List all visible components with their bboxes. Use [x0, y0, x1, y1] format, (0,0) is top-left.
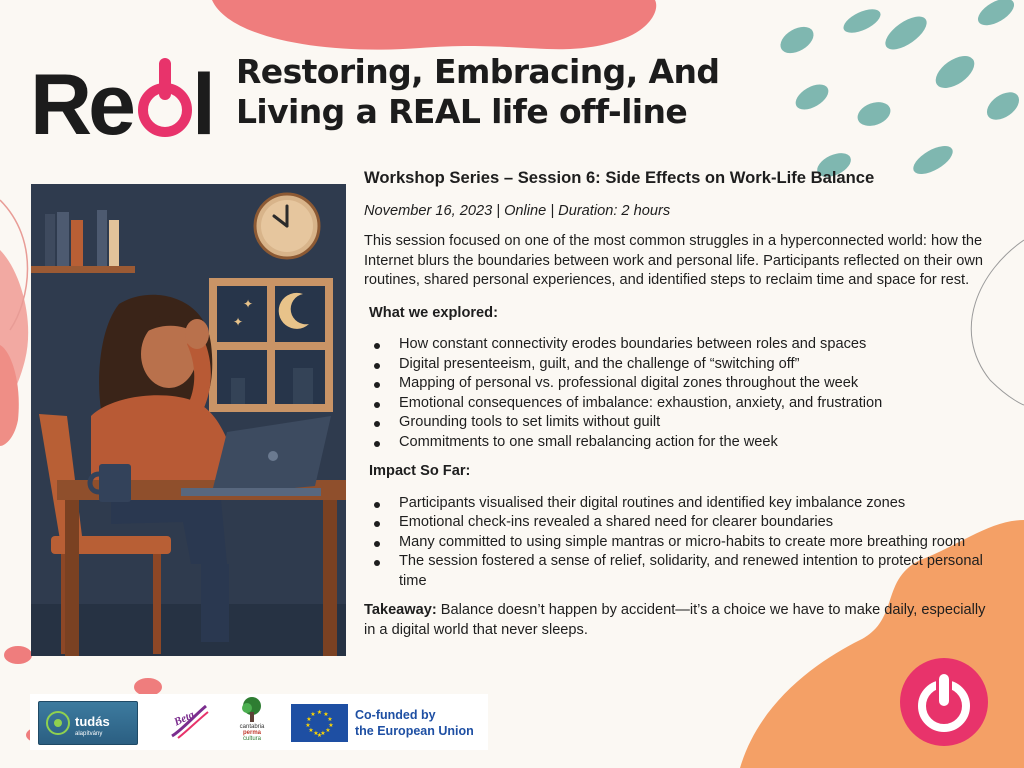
pink-dot-1: [4, 646, 32, 664]
eu-line-1: Co-funded by: [355, 708, 436, 722]
title-line-1: Restoring, Embracing, And: [236, 52, 720, 91]
session-meta: November 16, 2023 | Online | Duration: 2 hours: [364, 202, 671, 219]
svg-text:★: ★: [325, 727, 331, 734]
beta-logo: [168, 700, 210, 742]
svg-text:★: ★: [308, 727, 314, 734]
tudas-icon: [43, 708, 73, 738]
list-item: How constant connectivity erodes boundaries between roles and spaces: [364, 335, 986, 355]
bullet-icon: [374, 402, 380, 408]
svg-text:★: ★: [316, 732, 323, 739]
list-item: Commitments to one small rebalancing action for the week: [364, 433, 986, 453]
bullet-icon: [374, 502, 380, 508]
logo-text-dark: Re: [30, 57, 132, 146]
star-icon: ✦: [243, 297, 254, 311]
takeaway: [364, 601, 986, 640]
svg-text:★: ★: [316, 709, 323, 716]
logo-text-l: l: [192, 57, 216, 146]
tudas-logo: [38, 701, 138, 745]
illustration-overwhelmed-worker: [31, 184, 346, 656]
bullet-icon: [374, 541, 380, 547]
svg-text:★: ★: [323, 711, 329, 718]
bullet-icon: [374, 343, 380, 349]
bullet-icon: [374, 363, 380, 369]
real-logo: [30, 46, 220, 146]
bullet-icon: [374, 521, 380, 527]
impact-heading: Impact So Far:: [369, 463, 471, 479]
svg-text:★: ★: [328, 722, 334, 729]
list-item: Emotional consequences of imbalance: exhaustion, anxiety, and frustration: [364, 394, 986, 414]
list-item: Digital presenteeism, guilt, and the challenge of “switching off”: [364, 355, 986, 375]
title-line-2: Living a REAL life off-line: [236, 92, 688, 131]
tudas-name: tudás: [75, 714, 110, 729]
session-summary: This session focused on one of the most common struggles in a hyperconnected world: how the Internet blurs the boundaries between work and personal life. Participants reflected on their own routines, shared personal experiences, and identified steps to reclaim time and space for rest.: [364, 233, 983, 288]
perma-line-2: perma: [242, 730, 261, 736]
clock-icon: [255, 194, 319, 258]
beta-name: Beta: [172, 708, 197, 729]
svg-text:★: ★: [313, 730, 319, 737]
svg-text:★: ★: [320, 730, 326, 737]
tree-icon: [238, 696, 266, 722]
session-content: [364, 168, 986, 640]
bullet-icon: [374, 421, 380, 427]
eu-flag-icon: [291, 704, 348, 742]
svg-text:★: ★: [310, 711, 316, 718]
bullet-icon: [374, 560, 380, 566]
takeaway-label: Takeaway:: [364, 602, 437, 618]
list-item: Emotional check-ins revealed a shared need for clearer boundaries: [364, 513, 986, 533]
window: [209, 278, 333, 412]
cantabria-perma-cultura-logo: [238, 696, 266, 746]
list-item: Participants visualised their digital routines and identified key imbalance zones: [364, 494, 986, 514]
explored-heading: What we explored:: [369, 304, 498, 321]
power-icon: [898, 656, 990, 748]
session-title: Workshop Series – Session 6: Side Effects on Work-Life Balance: [364, 168, 875, 187]
svg-text:★: ★: [306, 716, 312, 723]
page-title: [236, 52, 756, 132]
logo-power-icon: [143, 58, 187, 132]
svg-text:★: ★: [327, 716, 333, 723]
perma-line-1: cantabria: [239, 724, 265, 730]
bullet-icon: [374, 382, 380, 388]
list-item: Grounding tools to set limits without guilt: [364, 413, 986, 433]
list-item: Many committed to using simple mantras or micro-habits to create more breathing room: [364, 533, 986, 553]
tudas-sub: alapítvány: [75, 731, 103, 737]
eu-text: [355, 707, 480, 739]
bullet-icon: [374, 441, 380, 447]
coral-blob-top: [212, 0, 656, 50]
perma-line-3: cultura: [242, 736, 261, 742]
list-item: Mapping of personal vs. professional digital zones throughout the week: [364, 374, 986, 394]
star-icon: ✦: [233, 315, 244, 329]
svg-text:★: ★: [305, 722, 311, 729]
explored-list: [364, 335, 986, 452]
list-item: The session fostered a sense of relief, solidarity, and renewed intention to protect personal time: [364, 552, 986, 591]
impact-list: [364, 494, 986, 592]
takeaway-text: Balance doesn’t happen by accident—it’s a choice we have to make daily, especially in a digital world that never sleeps.: [364, 602, 986, 638]
teal-dashes: [776, 0, 1024, 182]
eu-cofunded-logo: [291, 704, 479, 742]
eu-line-2: the European Union: [355, 724, 474, 738]
